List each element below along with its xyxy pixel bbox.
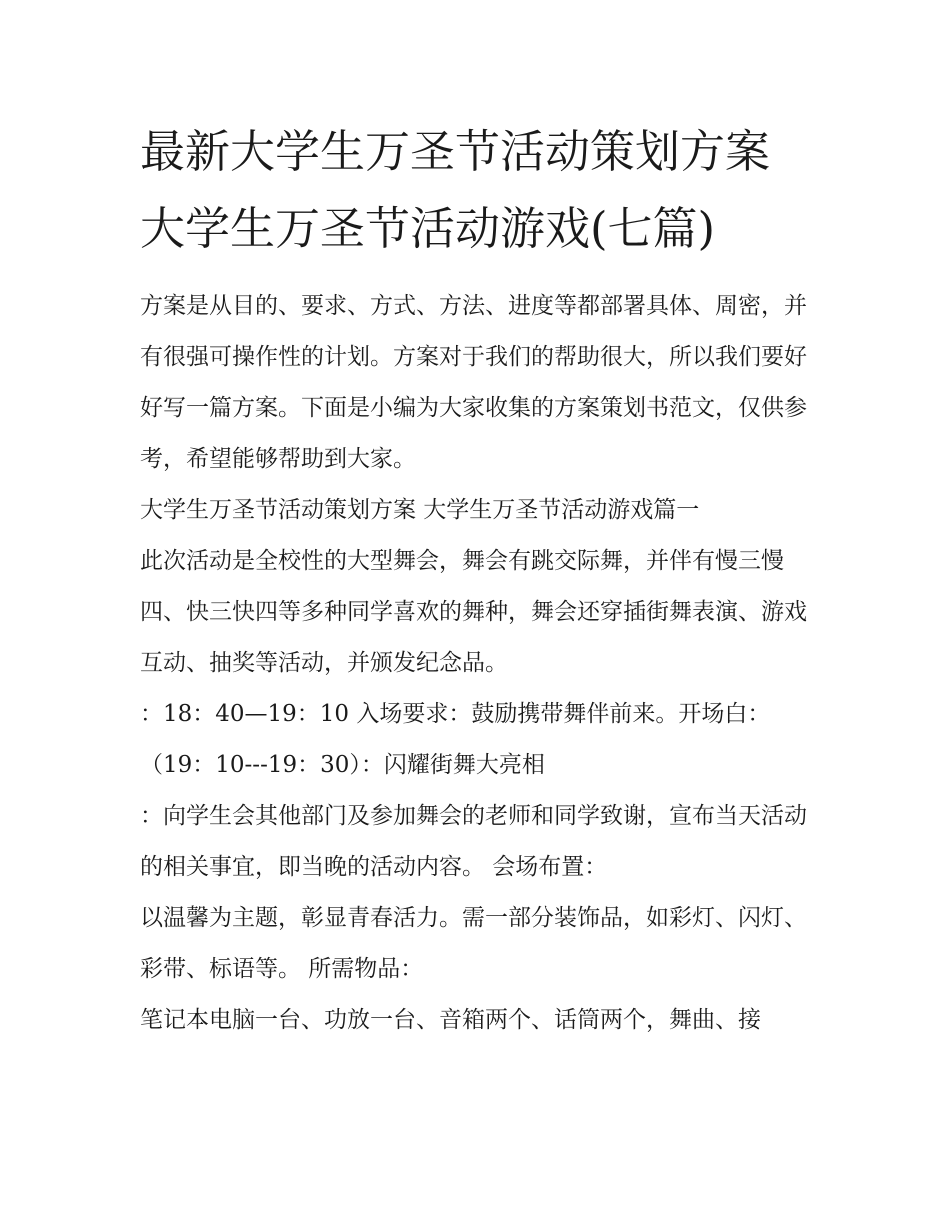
document-page (140, 113, 812, 1046)
document-title: 最新大学生万圣节活动策划方案 大学生万圣节活动游戏(七篇) (140, 125, 771, 255)
schedule-entry-street-dance: （19：10---19：30）：闪耀街舞大亮相 (140, 752, 545, 778)
opening-remarks: ：向学生会其他部门及参加舞会的老师和同学致谢，宣布当天活动的相关事宜，即当晚的活动内容。 会场布置： (140, 803, 807, 880)
intro-paragraph: 方案是从目的、要求、方式、方法、进度等都部署具体、周密，并有很强可操作性的计划。方案对于我们的帮助很大，所以我们要好好写一篇方案。下面是小编为大家收集的方案策划书范文，仅供参考，希望能够帮助到大家。 (140, 293, 807, 472)
required-items: 笔记本电脑一台、功放一台、音箱两个、话筒两个，舞曲、接 (140, 1007, 761, 1033)
schedule-entry-time: ：18：40—19：10 入场要求：鼓励携带舞伴前来。开场白： (140, 701, 771, 727)
section-heading: 大学生万圣节活动策划方案 大学生万圣节活动游戏篇一 (140, 497, 700, 523)
venue-decoration: 以温馨为主题，彰显青春活力。需一部分装饰品，如彩灯、闪灯、彩带、标语等。 所需物品： (140, 905, 807, 982)
activity-description: 此次活动是全校性的大型舞会，舞会有跳交际舞，并伴有慢三慢四、快三快四等多种同学喜欢的舞种，舞会还穿插街舞表演、游戏互动、抽奖等活动，并颁发纪念品。 (140, 548, 807, 676)
